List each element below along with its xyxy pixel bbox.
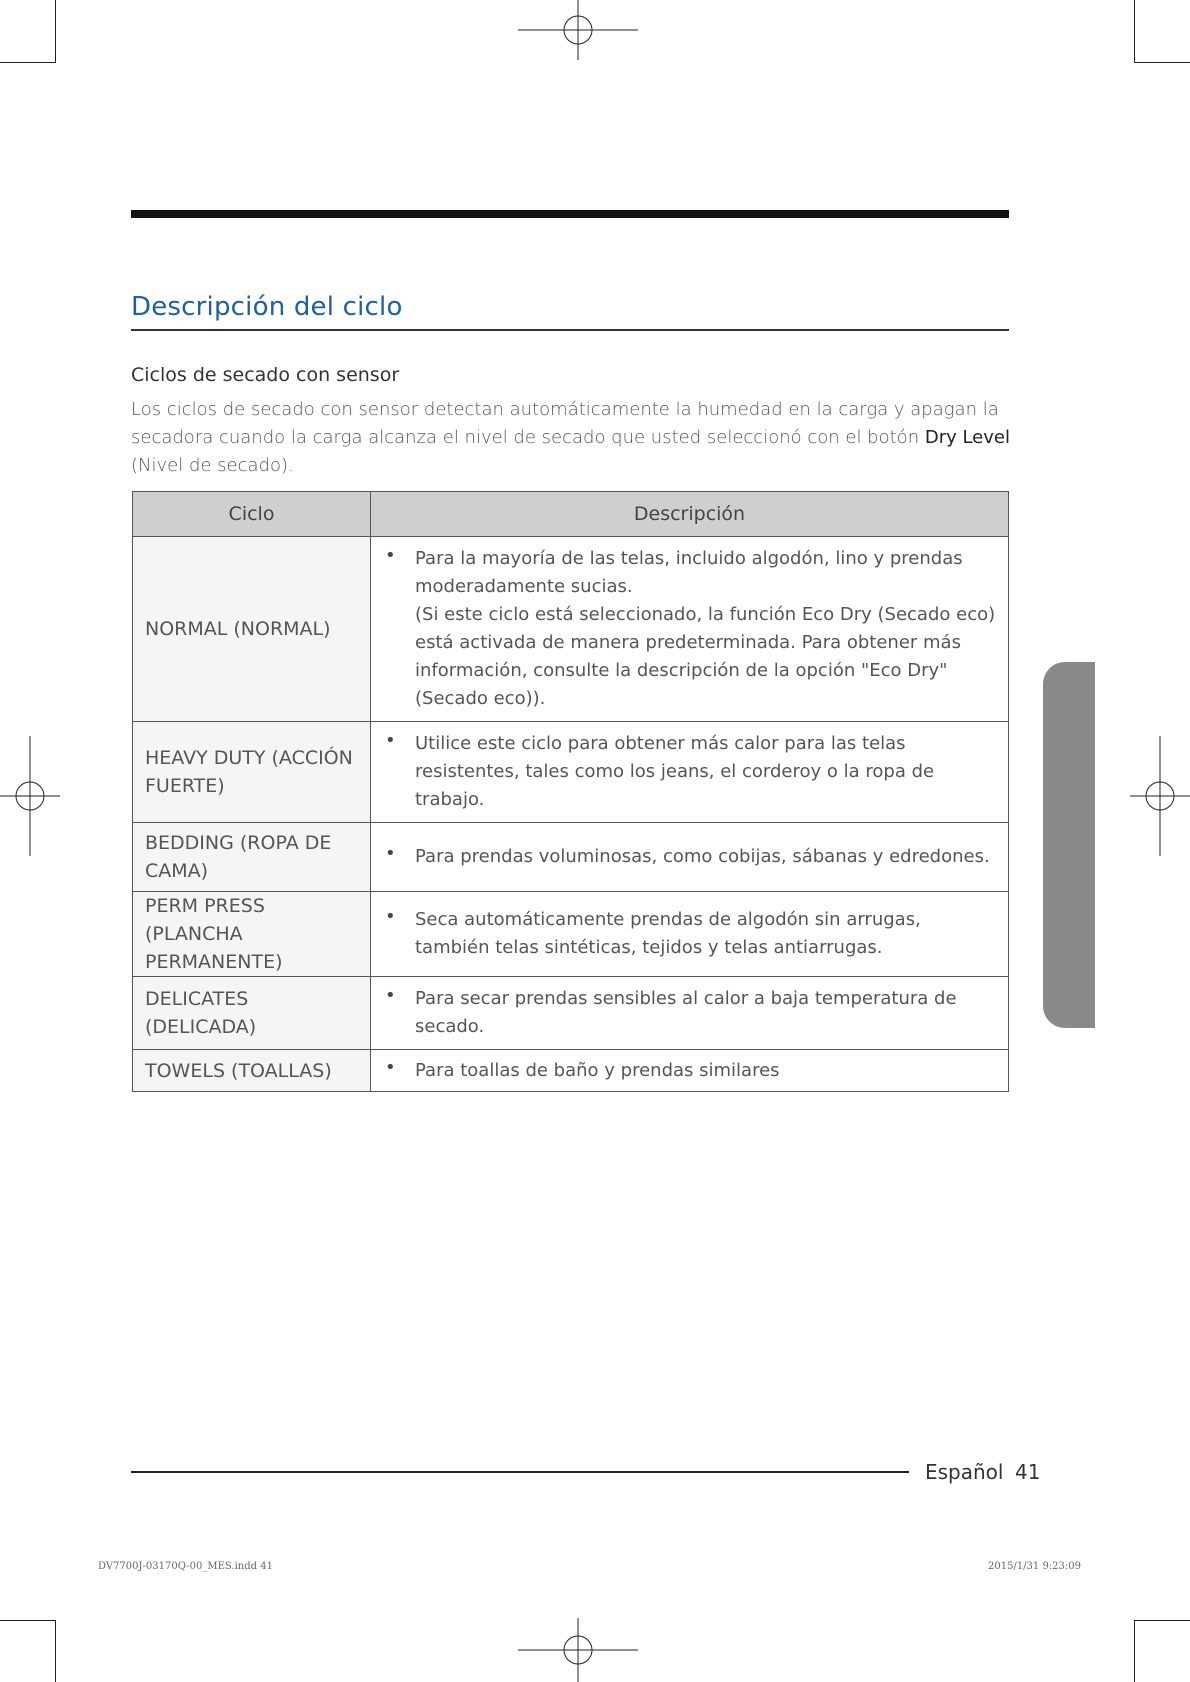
header-cycle: Ciclo	[133, 492, 371, 537]
print-file-info: DV7700J-03170Q-00_MES.indd 41	[98, 1561, 273, 1572]
dry-level-translation: (Nivel de secado).	[131, 455, 294, 476]
cycle-description: Para la mayoría de las telas, incluido algodón, lino y prendas moderadamente sucias.	[415, 548, 963, 597]
title-divider	[131, 329, 1009, 331]
cycle-description: Utilice este ciclo para obtener más calor para las telas resistentes, tales como los jeans, el corderoy o la ropa de trabajo.	[415, 733, 935, 810]
cycle-name: HEAVY DUTY (ACCIÓN FUERTE)	[133, 722, 371, 823]
subheading: Ciclos de secado con sensor	[131, 364, 400, 386]
bullet-icon: •	[385, 906, 396, 927]
cycle-description-cell	[371, 722, 1009, 823]
crop-mark	[55, 0, 56, 62]
bullet-icon: •	[385, 985, 396, 1006]
crop-mark	[0, 62, 56, 63]
section-title: Descripción del ciclo	[131, 292, 403, 322]
table-row	[133, 1050, 1009, 1092]
cycle-description-cell	[371, 537, 1009, 722]
cycle-name: BEDDING (ROPA DE CAMA)	[133, 823, 371, 892]
header-description: Descripción	[371, 492, 1009, 537]
crop-mark	[1134, 0, 1135, 62]
registration-mark-left	[0, 736, 60, 856]
intro-text: Los ciclos de secado con sensor detectan automáticamente la humedad en la carga y apagan la secadora cuando la carga alcanza el nivel de secado que usted seleccionó con el botón	[131, 399, 999, 448]
cycle-description: Para toallas de baño y prendas similares	[415, 1059, 780, 1081]
side-tab-label: Funcionamiento	[1020, 833, 1044, 1001]
side-tab	[1043, 662, 1095, 1028]
table-header-row	[133, 492, 1009, 537]
crop-mark	[0, 1620, 56, 1621]
cycle-description-cell	[371, 1050, 1009, 1092]
intro-paragraph	[131, 396, 1011, 480]
crop-mark	[1134, 62, 1190, 63]
header-bar	[131, 210, 1009, 218]
cycle-name: TOWELS (TOALLAS)	[133, 1050, 371, 1092]
crop-mark	[1134, 1620, 1190, 1621]
cycle-note: (Si este ciclo está seleccionado, la función Eco Dry (Secado eco) está activada de manera predeterminada. Para obtener más información, consulte la descripción de la opción "Eco Dry" (Secado eco)).	[415, 604, 996, 709]
cycle-description: Para secar prendas sensibles al calor a baja temperatura de secado.	[415, 988, 957, 1037]
footer-language: Español	[925, 1460, 1004, 1484]
cycle-name: PERM PRESS (PLANCHA PERMANENTE)	[133, 892, 371, 977]
table-row	[133, 823, 1009, 892]
table-row	[133, 537, 1009, 722]
cycle-description: Para prendas voluminosas, como cobijas, sábanas y edredones.	[415, 846, 990, 867]
cycle-description-cell	[371, 977, 1009, 1050]
bullet-icon: •	[385, 545, 396, 566]
registration-mark-top	[518, 0, 638, 80]
bullet-icon: •	[385, 730, 396, 751]
dry-level-button-name: Dry Level	[924, 427, 1010, 448]
registration-mark-right	[1110, 736, 1190, 856]
cycle-name: DELICATES (DELICADA)	[133, 977, 371, 1050]
cycle-description-cell	[371, 823, 1009, 892]
crop-mark	[1134, 1620, 1135, 1682]
footer-divider	[131, 1471, 909, 1473]
print-timestamp: 2015/1/31 9:23:09	[988, 1561, 1082, 1572]
table-row	[133, 892, 1009, 977]
bullet-icon: •	[385, 843, 396, 864]
table-row	[133, 722, 1009, 823]
cycle-description: Seca automáticamente prendas de algodón sin arrugas, también telas sintéticas, tejidos y telas antiarrugas.	[415, 909, 921, 958]
bullet-icon: •	[385, 1056, 396, 1078]
page-number: 41	[1015, 1460, 1041, 1484]
crop-mark	[55, 1620, 56, 1682]
registration-mark-bottom	[518, 1600, 638, 1682]
cycle-name: NORMAL (NORMAL)	[133, 537, 371, 722]
cycle-description-cell	[371, 892, 1009, 977]
table-row	[133, 977, 1009, 1050]
cycle-table	[132, 491, 1009, 1092]
